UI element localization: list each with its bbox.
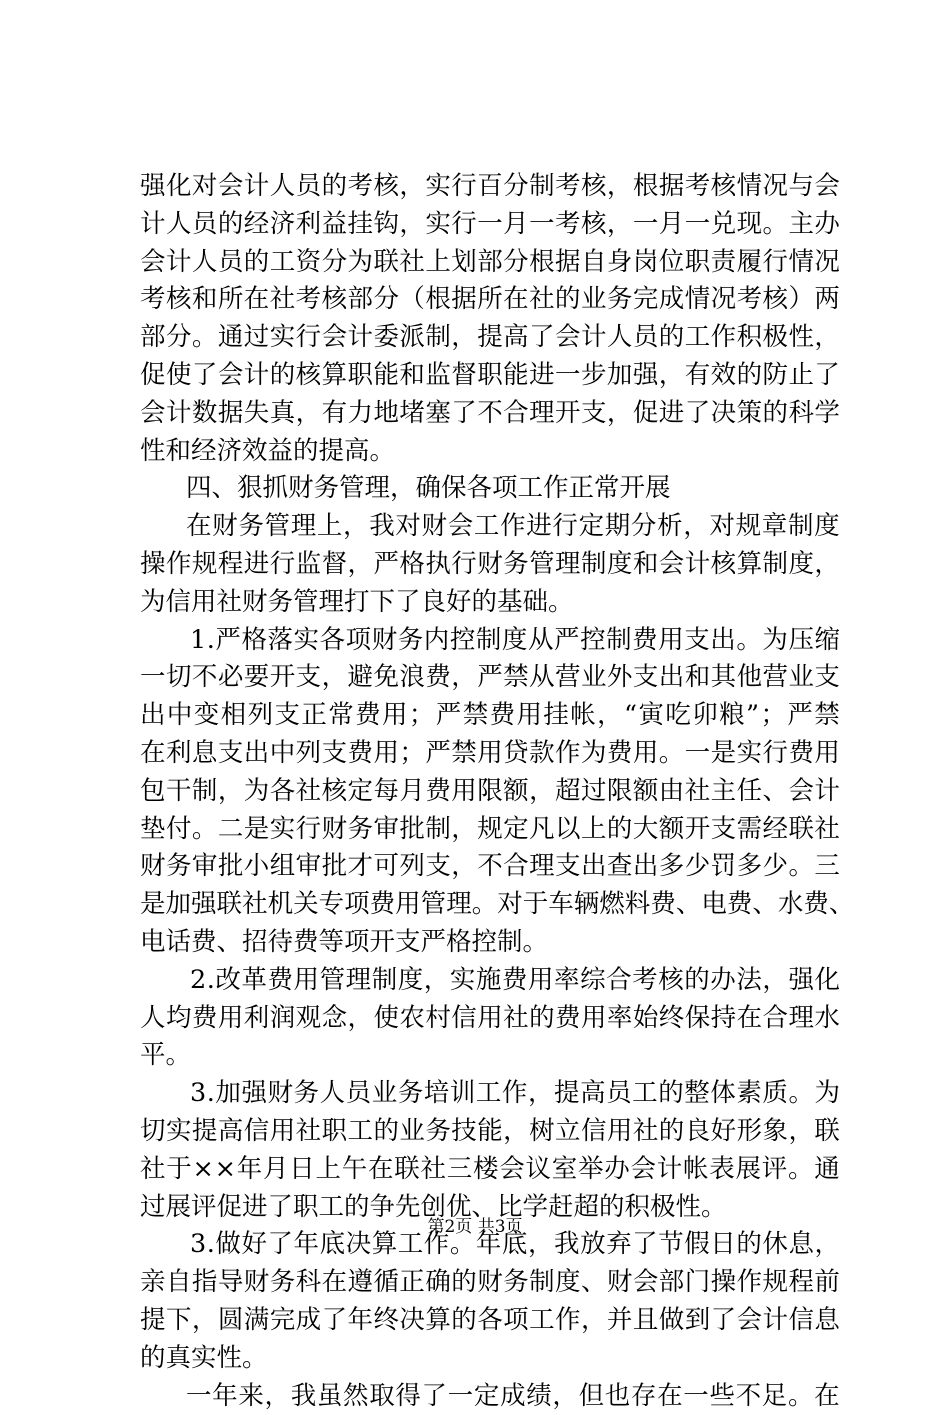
text-line: 强 化 对 会 计 人 员 的 考 核 ， 实 行 百 分 制 考 核 ， 根 据 考 核 情 况 与 会 xyxy=(140,168,840,206)
text-line: 平。 xyxy=(140,1037,840,1075)
text-line: 财 务 审 批 小 组 审 批 才 可 列 支 ， 不 合 理 支 出 查 出 多 少 罚 多 少 。 三 xyxy=(140,848,840,886)
text-line: 出 中 变 相 列 支 正 常 费 用 ； 严 禁 费 用 挂 帐 ， “ 寅 吃 卯 粮 ” ； 严 禁 xyxy=(140,697,840,735)
text-line: 3 . 加 强 财 务 人 员 业 务 培 训 工 作 ， 提 高 员 工 的 整 体 素 质 。 为 xyxy=(140,1075,840,1113)
text-line: 性和经济效益的提高。 xyxy=(140,433,840,471)
text-line: 计 人 员 的 经 济 利 益 挂 钩 ， 实 行 一 月 一 考 核 ， 一 月 一 兑 现 。 主 办 xyxy=(140,206,840,244)
page-footer: 第2页 共3页 xyxy=(0,1216,950,1238)
text-line: 包 干 制 ， 为 各 社 核 定 每 月 费 用 限 额 ， 超 过 限 额 由 社 主 任 、 会 计 xyxy=(140,773,840,811)
text-line: 部 分 。 通 过 实 行 会 计 委 派 制 ， 提 高 了 会 计 人 员 的 工 作 积 极 性 ， xyxy=(140,319,840,357)
text-line: 会 计 数 据 失 真 ， 有 力 地 堵 塞 了 不 合 理 开 支 ， 促 进 了 决 策 的 科 学 xyxy=(140,395,840,433)
text-line: 1 . 严 格 落 实 各 项 财 务 内 控 制 度 从 严 控 制 费 用 支 出 。 为 压 缩 xyxy=(140,622,840,660)
text-line: 为信用社财务管理打下了良好的基础。 xyxy=(140,584,840,622)
text-line: 过展评促进了职工的争先创优、比学赶超的积极性。 xyxy=(140,1189,840,1227)
text-line: 垫 付 。 二 是 实 行 财 务 审 批 制 ， 规 定 凡 以 上 的 大 额 开 支 需 经 联 社 xyxy=(140,811,840,849)
text-line: 在 利 息 支 出 中 列 支 费 用 ； 严 禁 用 贷 款 作 为 费 用 。 一 是 实 行 费 用 xyxy=(140,735,840,773)
text-line: 一 年 来 ， 我 虽 然 取 得 了 一 定 成 绩 ， 但 也 存 在 一 些 不 足 。 在 xyxy=(140,1378,840,1415)
text-line: 3 . 做 好 了 年 底 决 算 工 作 。 年 底 ， 我 放 弃 了 节 假 日 的 休 息 ， xyxy=(140,1226,840,1264)
text-line: 考 核 和 所 在 社 考 核 部 分 （ 根 据 所 在 社 的 业 务 完 成 情 况 考 核 ） 两 xyxy=(140,281,840,319)
text-line: 一 切 不 必 要 开 支 ， 避 免 浪 费 ， 严 禁 从 营 业 外 支 出 和 其 他 营 业 支 xyxy=(140,659,840,697)
text-line: 切 实 提 高 信 用 社 职 工 的 业 务 技 能 ， 树 立 信 用 社 的 良 好 形 象 ， 联 xyxy=(140,1113,840,1151)
text-line: 人 均 费 用 利 润 观 念 ， 使 农 村 信 用 社 的 费 用 率 始 终 保 持 在 合 理 水 xyxy=(140,1000,840,1038)
text-line: 操 作 规 程 进 行 监 督 ， 严 格 执 行 财 务 管 理 制 度 和 会 计 核 算 制 度 ， xyxy=(140,546,840,584)
text-line: 社 于 × × 年 月 日 上 午 在 联 社 三 楼 会 议 室 举 办 会 计 帐 表 展 评 。 通 xyxy=(140,1151,840,1189)
text-line: 亲 自 指 导 财 务 科 在 遵 循 正 确 的 财 务 制 度 、 财 会 部 门 操 作 规 程 前 xyxy=(140,1264,840,1302)
text-line: 在 财 务 管 理 上 ， 我 对 财 会 工 作 进 行 定 期 分 析 ， 对 规 章 制 度 xyxy=(140,508,840,546)
text-line: 提 下 ， 圆 满 完 成 了 年 终 决 算 的 各 项 工 作 ， 并 且 做 到 了 会 计 信 息 xyxy=(140,1302,840,1340)
text-line: 2 . 改 革 费 用 管 理 制 度 ， 实 施 费 用 率 综 合 考 核 的 办 法 ， 强 化 xyxy=(140,962,840,1000)
text-line: 四、狠抓财务管理，确保各项工作正常开展 xyxy=(140,470,840,508)
text-line: 电话费、招待费等项开支严格控制。 xyxy=(140,924,840,962)
text-line: 是 加 强 联 社 机 关 专 项 费 用 管 理 。 对 于 车 辆 燃 料 费 、 电 费 、 水 费 、 xyxy=(140,886,840,924)
text-line: 会 计 人 员 的 工 资 分 为 联 社 上 划 部 分 根 据 自 身 岗 位 职 责 履 行 情 况 xyxy=(140,244,840,282)
text-line: 的真实性。 xyxy=(140,1340,840,1378)
text-line: 促 使 了 会 计 的 核 算 职 能 和 监 督 职 能 进 一 步 加 强 ， 有 效 的 防 止 了 xyxy=(140,357,840,395)
